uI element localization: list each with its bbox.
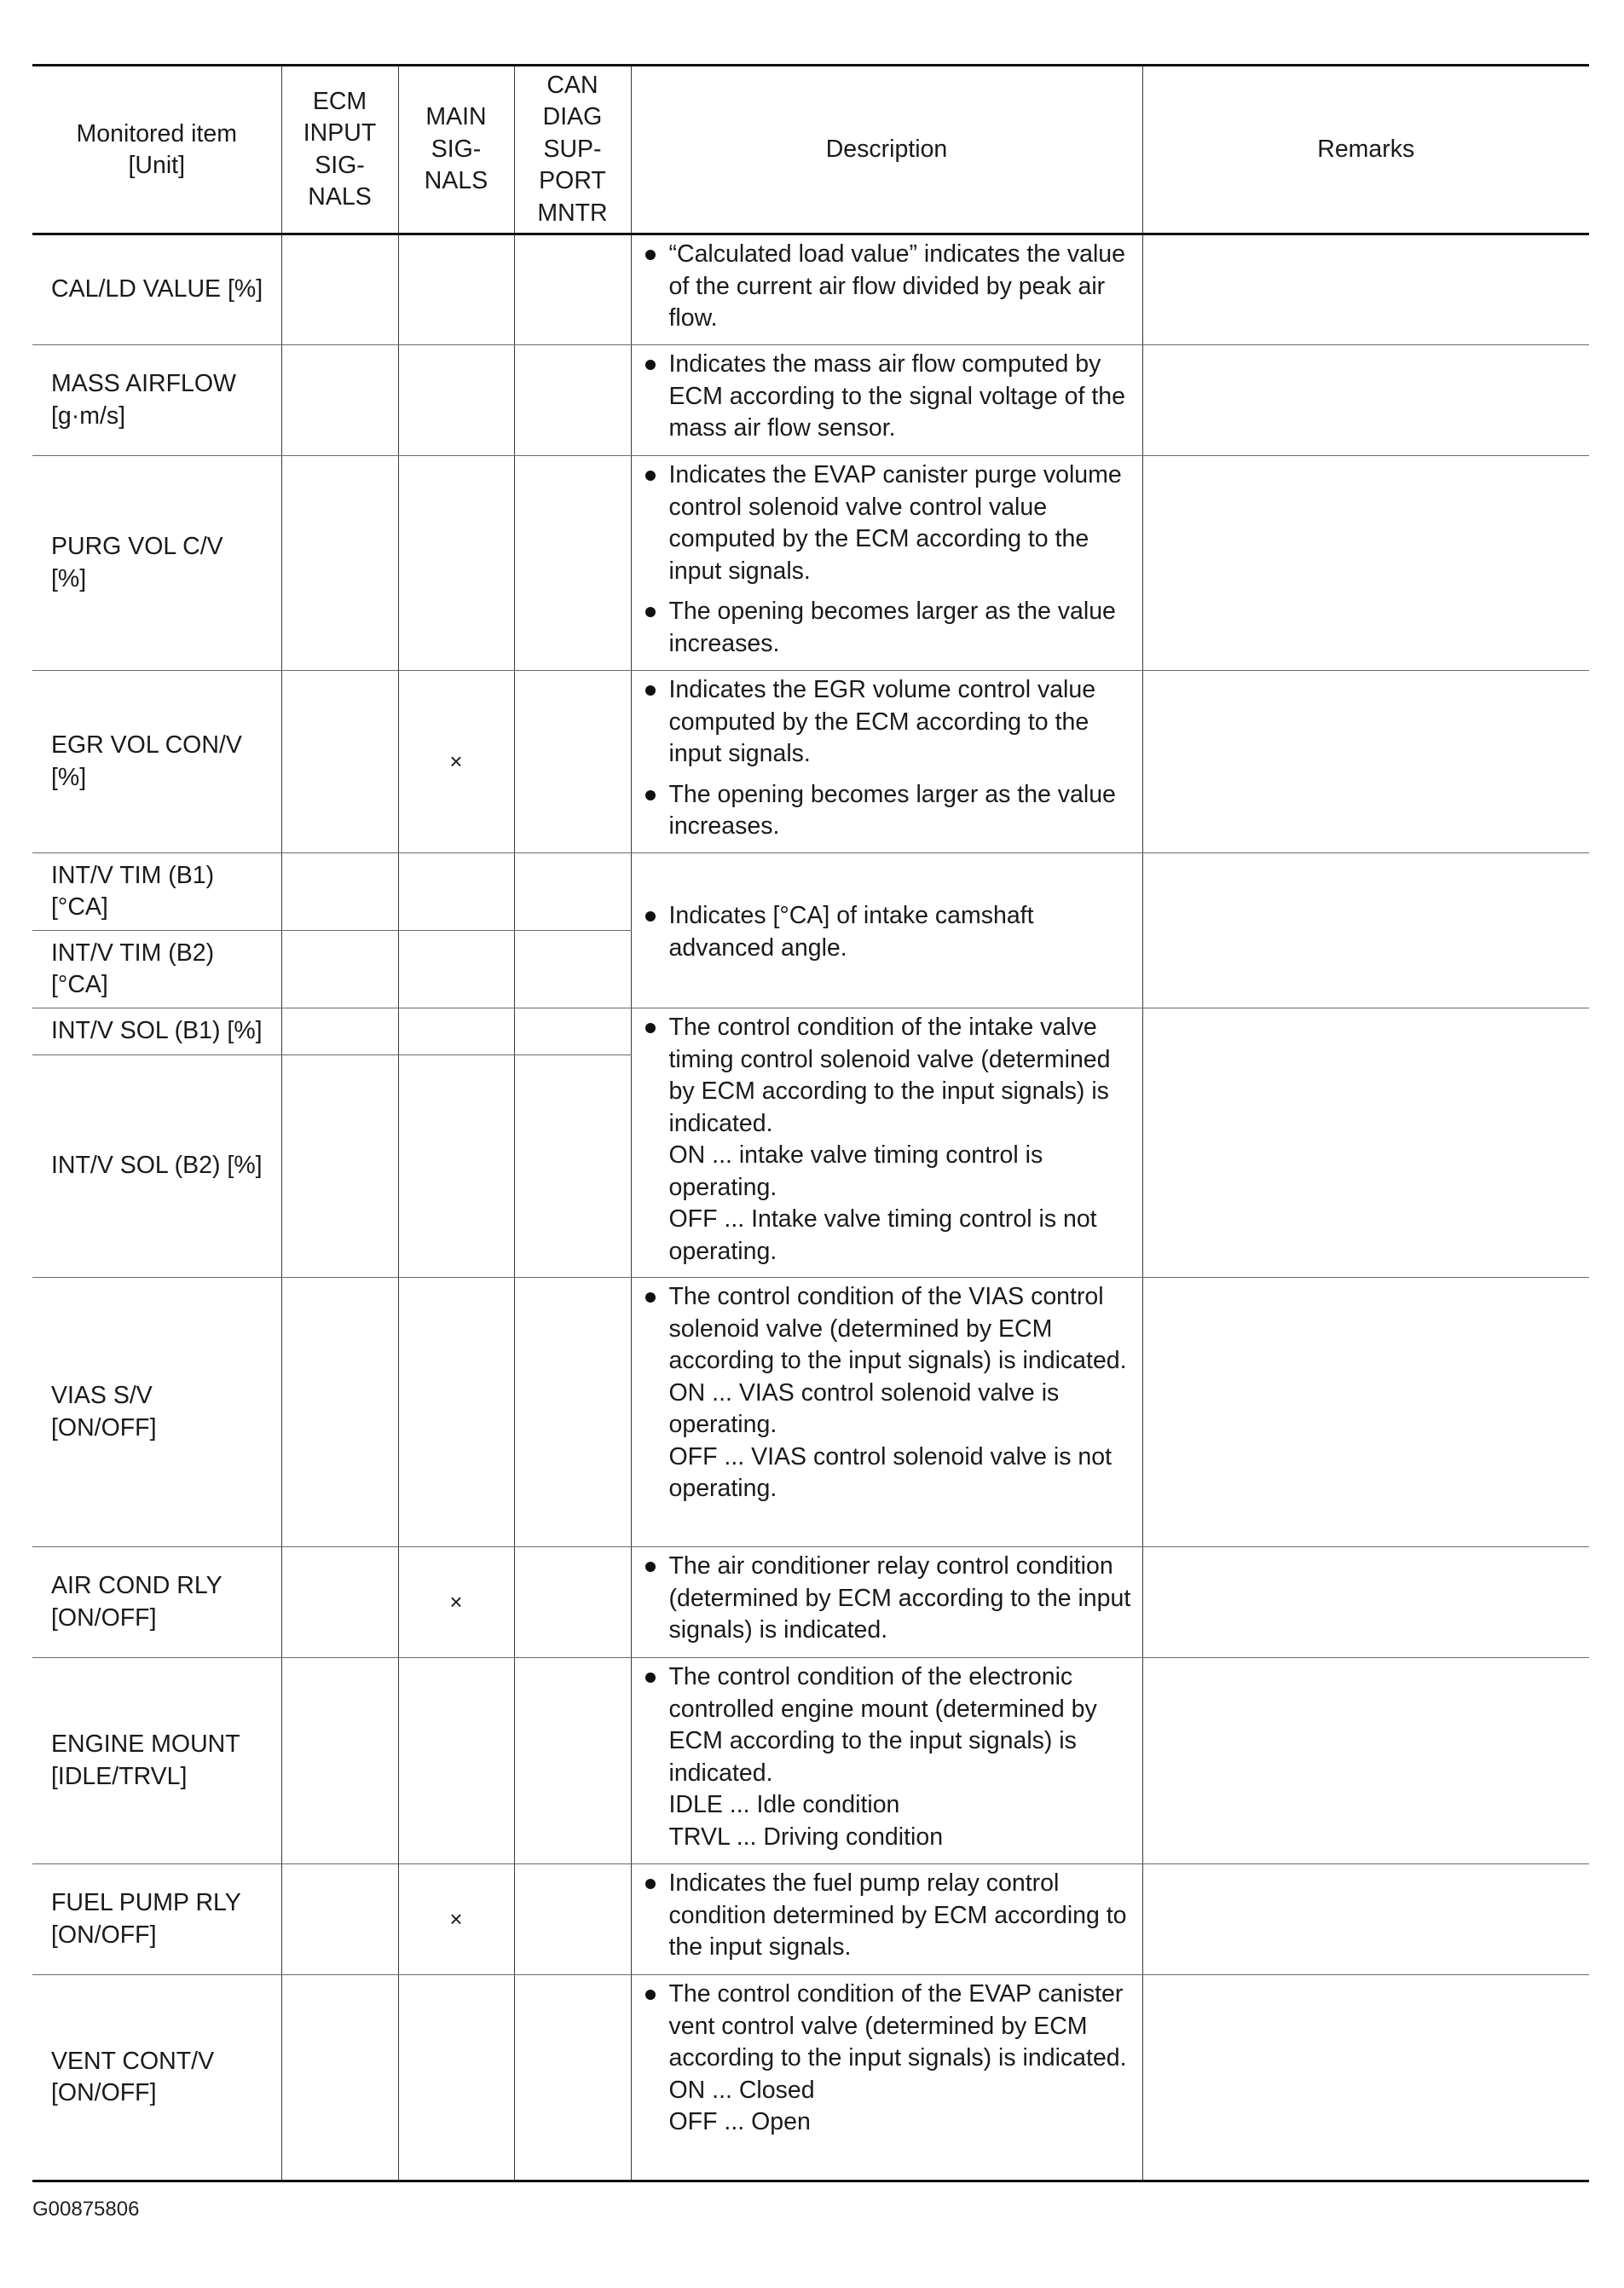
description-cell — [631, 345, 1142, 456]
bullet-icon — [645, 790, 656, 800]
can-diag-cell — [514, 1864, 631, 1975]
ecm-input-cell — [281, 931, 398, 1008]
description-cell — [631, 1008, 1142, 1278]
can-diag-cell — [514, 1278, 631, 1547]
description-cell — [631, 234, 1142, 345]
bullet-icon — [645, 1879, 656, 1889]
description-sub-line: OFF ... VIAS control solenoid valve is not operating. — [668, 1442, 1113, 1502]
description-bullet: The control condition of the EVAP canister vent control valve (determined by ECM according to the input signals) is indicated. — [640, 1979, 1136, 2075]
monitored-item-cell: INT/V SOL (B2) [%] — [32, 1055, 281, 1278]
can-diag-cell — [514, 234, 631, 345]
bullet-icon — [645, 607, 656, 617]
description-bullet: Indicates the EVAP canister purge volume control solenoid valve control value computed by the ECM according to the input signals. — [640, 459, 1136, 587]
remarks-cell — [1142, 234, 1589, 345]
figure-code: G00875806 — [32, 2198, 140, 2221]
monitored-item-cell: EGR VOL CON/V [%] — [32, 671, 281, 853]
description-bullet: Indicates [°CA] of intake camshaft advanced angle. — [640, 900, 1136, 964]
can-diag-cell — [514, 456, 631, 671]
main-signal-cell — [398, 456, 514, 671]
remarks-cell — [1142, 1547, 1589, 1658]
description-sub-line: ON ... Closed — [668, 2076, 815, 2104]
bullet-icon — [645, 685, 656, 696]
description-sub-line: ON ... intake valve timing control is operating. — [668, 1141, 1043, 1201]
ecm-input-cell — [281, 1864, 398, 1975]
main-signal-cell — [398, 1278, 514, 1547]
monitored-item-cell: AIR COND RLY [ON/OFF] — [32, 1547, 281, 1658]
description-sub-line: ON ... VIAS control solenoid valve is operating. — [668, 1378, 1060, 1438]
description-cell — [631, 1278, 1142, 1547]
monitored-item-cell: VENT CONT/V [ON/OFF] — [32, 1975, 281, 2181]
description-bullet: The control condition of the intake valve timing control solenoid valve (determined by ECM according to the input signals) is indicated. — [640, 1012, 1136, 1140]
table-row — [32, 234, 1589, 345]
table-row — [32, 1547, 1589, 1658]
remarks-cell — [1142, 456, 1589, 671]
description-bullet: The control condition of the electronic controlled engine mount (determined by ECM according to the input signals) is indicated. — [640, 1661, 1136, 1789]
description-sub-line: OFF ... Intake valve timing control is not operating. — [668, 1205, 1097, 1265]
table-row — [32, 1278, 1589, 1547]
description-cell — [631, 1547, 1142, 1658]
main-signal-cell — [398, 345, 514, 456]
ecm-input-cell — [281, 456, 398, 671]
bullet-icon — [645, 1292, 656, 1303]
table-row — [32, 1975, 1589, 2181]
remarks-cell — [1142, 853, 1589, 1008]
description-bullet: The control condition of the VIAS control solenoid valve (determined by ECM according to the input signals) is indicated. — [640, 1281, 1136, 1378]
bullet-icon — [645, 1562, 656, 1572]
ecm-input-cell — [281, 1008, 398, 1055]
monitored-item-cell: ENGINE MOUNT [IDLE/TRVL] — [32, 1658, 281, 1864]
can-diag-cell — [514, 345, 631, 456]
description-cell — [631, 1864, 1142, 1975]
bullet-icon — [645, 1673, 656, 1683]
table-row — [32, 456, 1589, 671]
ecm-input-cell — [281, 853, 398, 931]
table-row — [32, 671, 1589, 853]
header-remarks: Remarks — [1142, 66, 1589, 234]
header-ecm-input-signals: ECM INPUT SIG- NALS — [281, 66, 398, 234]
header-monitored-item: Monitored item [Unit] — [32, 66, 281, 234]
description-bullet: The opening becomes larger as the value increases. — [640, 779, 1136, 843]
bullet-icon — [645, 360, 656, 370]
monitored-item-cell: MASS AIRFLOW [g·m/s] — [32, 345, 281, 456]
ecm-input-cell — [281, 1975, 398, 2181]
ecm-input-cell — [281, 1658, 398, 1864]
ecm-input-cell — [281, 345, 398, 456]
header-can-diag-support-mntr: CAN DIAG SUP- PORT MNTR — [514, 66, 631, 234]
main-signal-cell — [398, 1975, 514, 2181]
description-sub-line: TRVL ... Driving condition — [668, 1823, 944, 1851]
main-signal-cell: × — [398, 1864, 514, 1975]
bullet-icon — [645, 1990, 656, 2000]
table-row — [32, 1658, 1589, 1864]
remarks-cell — [1142, 1975, 1589, 2181]
ecm-input-cell — [281, 1547, 398, 1658]
monitored-item-cell: PURG VOL C/V [%] — [32, 456, 281, 671]
main-signal-cell — [398, 853, 514, 931]
main-signal-cell — [398, 1008, 514, 1055]
main-signal-cell — [398, 234, 514, 345]
table-row — [32, 345, 1589, 456]
remarks-cell — [1142, 1278, 1589, 1547]
remarks-cell — [1142, 671, 1589, 853]
header-description: Description — [631, 66, 1142, 234]
description-cell — [631, 1975, 1142, 2181]
can-diag-cell — [514, 1975, 631, 2181]
monitored-item-cell: INT/V SOL (B1) [%] — [32, 1008, 281, 1055]
table-row — [32, 1008, 1589, 1055]
bullet-icon — [645, 1023, 656, 1033]
description-bullet: “Calculated load value” indicates the value of the current air flow divided by peak air flow. — [640, 239, 1136, 335]
description-cell — [631, 853, 1142, 1008]
description-sub-line: OFF ... Open — [668, 2108, 811, 2135]
monitored-item-cell: VIAS S/V [ON/OFF] — [32, 1278, 281, 1547]
description-bullet: Indicates the mass air flow computed by ECM according to the signal voltage of the mass air flow sensor. — [640, 349, 1136, 445]
can-diag-cell — [514, 931, 631, 1008]
monitored-item-cell: CAL/LD VALUE [%] — [32, 234, 281, 345]
can-diag-cell — [514, 1008, 631, 1055]
can-diag-cell — [514, 1055, 631, 1278]
can-diag-cell — [514, 1658, 631, 1864]
ecm-input-cell — [281, 671, 398, 853]
ecm-input-cell — [281, 1055, 398, 1278]
monitored-item-cell: FUEL PUMP RLY [ON/OFF] — [32, 1864, 281, 1975]
description-cell — [631, 456, 1142, 671]
bullet-icon — [645, 911, 656, 922]
header-main-signals: MAIN SIG- NALS — [398, 66, 514, 234]
description-bullet: The air conditioner relay control condition (determined by ECM according to the input signals) is indicated. — [640, 1551, 1136, 1647]
main-signal-cell — [398, 1055, 514, 1278]
ecm-input-cell — [281, 234, 398, 345]
main-signal-cell — [398, 931, 514, 1008]
remarks-cell — [1142, 345, 1589, 456]
description-bullet: Indicates the fuel pump relay control condition determined by ECM according to the input signals. — [640, 1868, 1136, 1964]
ecm-input-cell — [281, 1278, 398, 1547]
description-cell — [631, 1658, 1142, 1864]
table-row — [32, 853, 1589, 931]
header-row — [32, 66, 1589, 234]
monitored-item-cell: INT/V TIM (B2) [°CA] — [32, 931, 281, 1008]
remarks-cell — [1142, 1864, 1589, 1975]
description-sub-line: IDLE ... Idle condition — [668, 1791, 900, 1818]
remarks-cell — [1142, 1658, 1589, 1864]
monitored-items-table — [32, 64, 1589, 2182]
bullet-icon — [645, 471, 656, 481]
main-signal-cell — [398, 1658, 514, 1864]
can-diag-cell — [514, 853, 631, 931]
description-bullet: Indicates the EGR volume control value computed by the ECM according to the input signals. — [640, 674, 1136, 771]
can-diag-cell — [514, 671, 631, 853]
main-signal-cell: × — [398, 671, 514, 853]
main-signal-cell: × — [398, 1547, 514, 1658]
monitored-item-cell: INT/V TIM (B1) [°CA] — [32, 853, 281, 931]
remarks-cell — [1142, 1008, 1589, 1278]
table-row — [32, 1864, 1589, 1975]
bullet-icon — [645, 250, 656, 260]
can-diag-cell — [514, 1547, 631, 1658]
description-cell — [631, 671, 1142, 853]
description-bullet: The opening becomes larger as the value increases. — [640, 596, 1136, 660]
